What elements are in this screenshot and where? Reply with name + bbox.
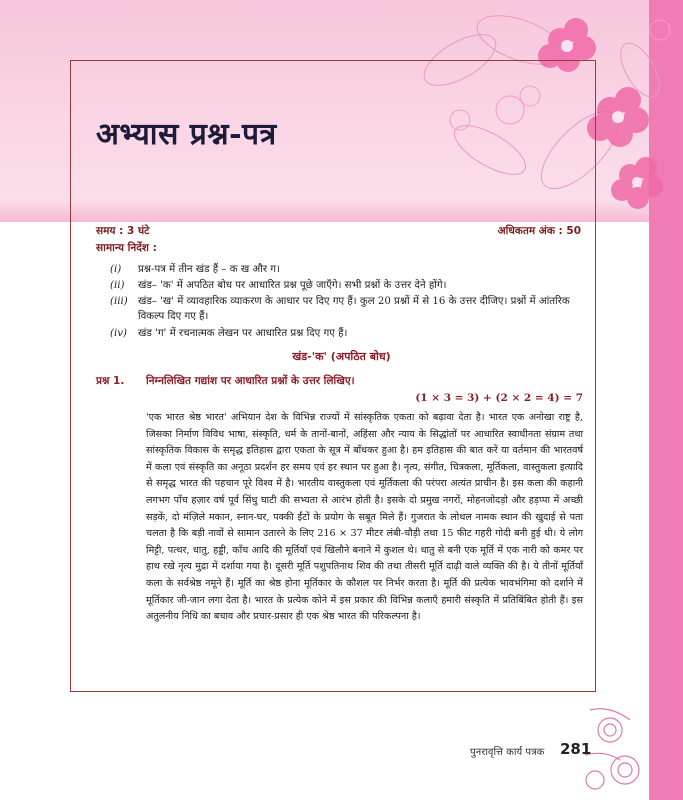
exam-max-marks: अधिकतम अंक : 50 bbox=[497, 225, 581, 237]
section-heading: खंड-'क' (अपठित बोध) bbox=[292, 350, 391, 363]
instruction-text: प्रश्न-पत्र में तीन खंड हैं – क ख और ग। bbox=[138, 264, 280, 275]
instruction-text: खंड 'ग' में रचनात्मक लेखन पर आधारित प्रश्न दिए गए हैं। bbox=[138, 328, 348, 339]
instruction-number: (iv) bbox=[110, 328, 127, 339]
page-title: अभ्यास प्रश्न-पत्र bbox=[96, 117, 277, 152]
instruction-number: (i) bbox=[110, 264, 122, 275]
exam-meta bbox=[96, 224, 581, 238]
footer-label: पुनरावृत्ति कार्य पत्रक bbox=[470, 747, 545, 758]
question-number: प्रश्न 1. bbox=[96, 375, 125, 387]
question-text: निम्नलिखित गद्यांश पर आधारित प्रश्नों के उत्तर लिखिए। bbox=[146, 375, 355, 387]
instruction-text: खंड– 'ख' में व्यावहारिक व्याकरण के आधार पर दिए गए हैं। कुल 20 प्रश्नों में से 16 के उत्तर दीजिए। प्रश्नों में आंतरिक विकल्प दिए गए हैं। bbox=[138, 296, 570, 322]
question-marks: (1 × 3 = 3) + (2 × 2 = 4) = 7 bbox=[415, 392, 583, 404]
passage-text: 'एक भारत श्रेष्ठ भारत' अभियान देश के विभिन्न राज्यों में सांस्कृतिक एकता को बढ़ावा देता है। भारत एक अनोखा राष्ट्र है, जिसका निर्माण विविध भाषा, संस्कृति, धर्म के तानों-बानों, अहिंसा और न्याय के सिद्धांतों पर आधारित स्वाधीनता संग्राम तथा सांस्कृतिक विकास के समृद्ध इतिहास द्वारा एकता के सूत्र में बाँधकर हुआ है। हम इतिहास की बात करें या वर्तमान की भारतवर्ष में कला एवं संस्कृति का अनूठा प्रदर्शन हर समय एवं हर स्थान पर हुआ है। नृत्य, संगीत, चित्रकला, मूर्तिकला, वास्तुकला इत्यादि से समृद्ध भारत की पहचान पूरे विश्व में है। भारतीय वास्तुकला एवं मूर्तिकला की परंपरा अत्यंत प्राचीन है। इस कला की कहानी लगभग पाँच हज़ार वर्ष पूर्व सिंधु घाटी की सभ्यता से आरंभ होती है। इसके दो प्रमुख नगरों, मोहनजोदड़ो और हड़प्पा में अच्छी सड़कें, दो मंज़िले मकान, स्नान-घर, पक्की ईंटों के प्रयोग के सबूत मिले हैं। गुजरात के लोथल नामक स्थान की खुदाई से पता चलता है कि बड़ी नावों से सामान उतारने के लिए 216 × 37 मीटर लंबी-चौड़ी तथा 15 फीट गहरी गोदी बनी हुई थी। ये लोग मिट्टी, पत्थर, धातु, हड्डी, काँच आदि की मूर्तियाँ एवं खिलौने बनाने में कुशल थे। धातु से बनी एक मूर्ति में एक नारी को कमर पर हाथ रखे नृत्य मुद्रा में दर्शाया गया है। दूसरी मूर्ति पशुपतिनाथ शिव की तथा तीसरी मूर्ति दाढ़ी वाले व्यक्ति की है। ये तीनों मूर्तियाँ कला के सर्वश्रेष्ठ नमूने हैं। मूर्ति का श्रेष्ठ होना मूर्तिकार के कौशल पर निर्भर करता है। मूर्ति की प्रत्येक भावभंगिमा को दर्शाने में मूर्तिकार जी-जान लगा देता है। भारत के प्रत्येक कोने में इस प्रकार की विभिन्न कलाएँ हमारी संस्कृति में प्रतिबिंबित होती हैं। इस अतुलनीय निधि का बचाव और प्रचार-प्रसार ही एक श्रेष्ठ भारत की परिकल्पना है। bbox=[146, 412, 583, 623]
instruction-number: (iii) bbox=[110, 296, 128, 307]
instruction-text: खंड– 'क' में अपठित बोध पर आधारित प्रश्न पूछे जाएँगे। सभी प्रश्नों के उत्तर देने होंगे। bbox=[138, 280, 447, 291]
instructions-heading: सामान्य निर्देश : bbox=[96, 242, 157, 254]
instruction-number: (ii) bbox=[110, 280, 125, 291]
page-number: 281 bbox=[560, 740, 592, 758]
exam-time: समय : 3 घंटे bbox=[96, 225, 150, 237]
